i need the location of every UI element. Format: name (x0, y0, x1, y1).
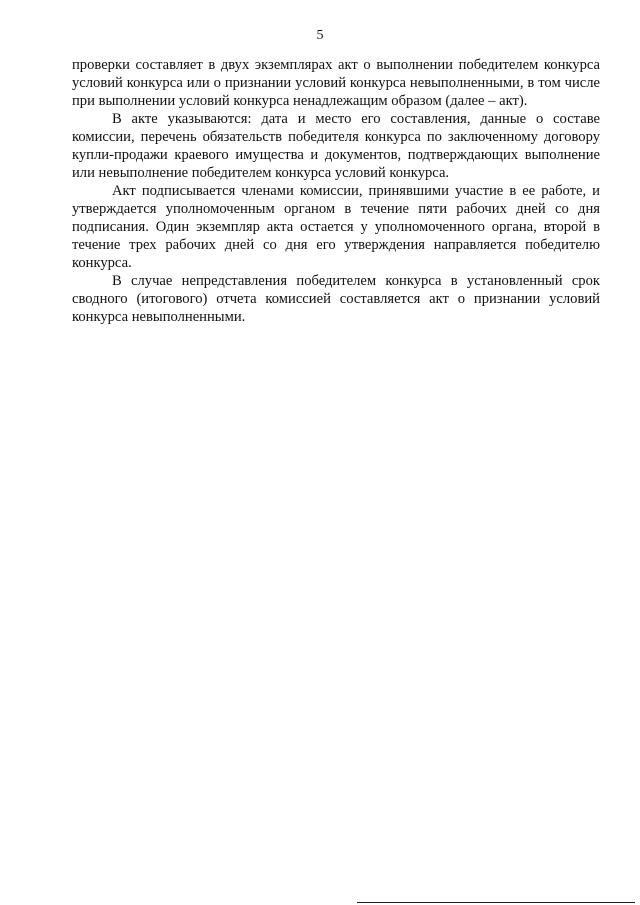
page-number: 5 (316, 28, 324, 43)
paragraph-non-submission: В случае непредставления победителем конкурса в установленный срок сводного (итогового) отчета комиссией составляется акт о признании условий конкурса невыполненными. (72, 273, 600, 325)
paragraph-act-contents: В акте указываются: дата и место его составления, данные о составе комиссии, перечень обязательств победителя конкурса по заключенному договору купли-продажи краевого имущества и документов, подтверждающих выполнение или невыполнение победителем конкурса условий конкурса. (72, 111, 600, 181)
footer-divider (357, 902, 635, 903)
paragraph-continuation: проверки составляет в двух экземплярах акт о выполнении победителем конкурса условий конкурса или о признании условий конкурса невыполненными, в том числе при выполнении условий конкурса ненадлежащим образом (далее – акт). (72, 57, 600, 109)
document-body (72, 56, 600, 326)
paragraph-act-signing: Акт подписывается членами комиссии, принявшими участие в ее работе, и утверждается уполномоченным органом в течение пяти рабочих дней со дня подписания. Один экземпляр акта остается у уполномоченного органа, второй в течение трех рабочих дней со дня его утверждения направляется победителю конкурса. (72, 183, 600, 271)
